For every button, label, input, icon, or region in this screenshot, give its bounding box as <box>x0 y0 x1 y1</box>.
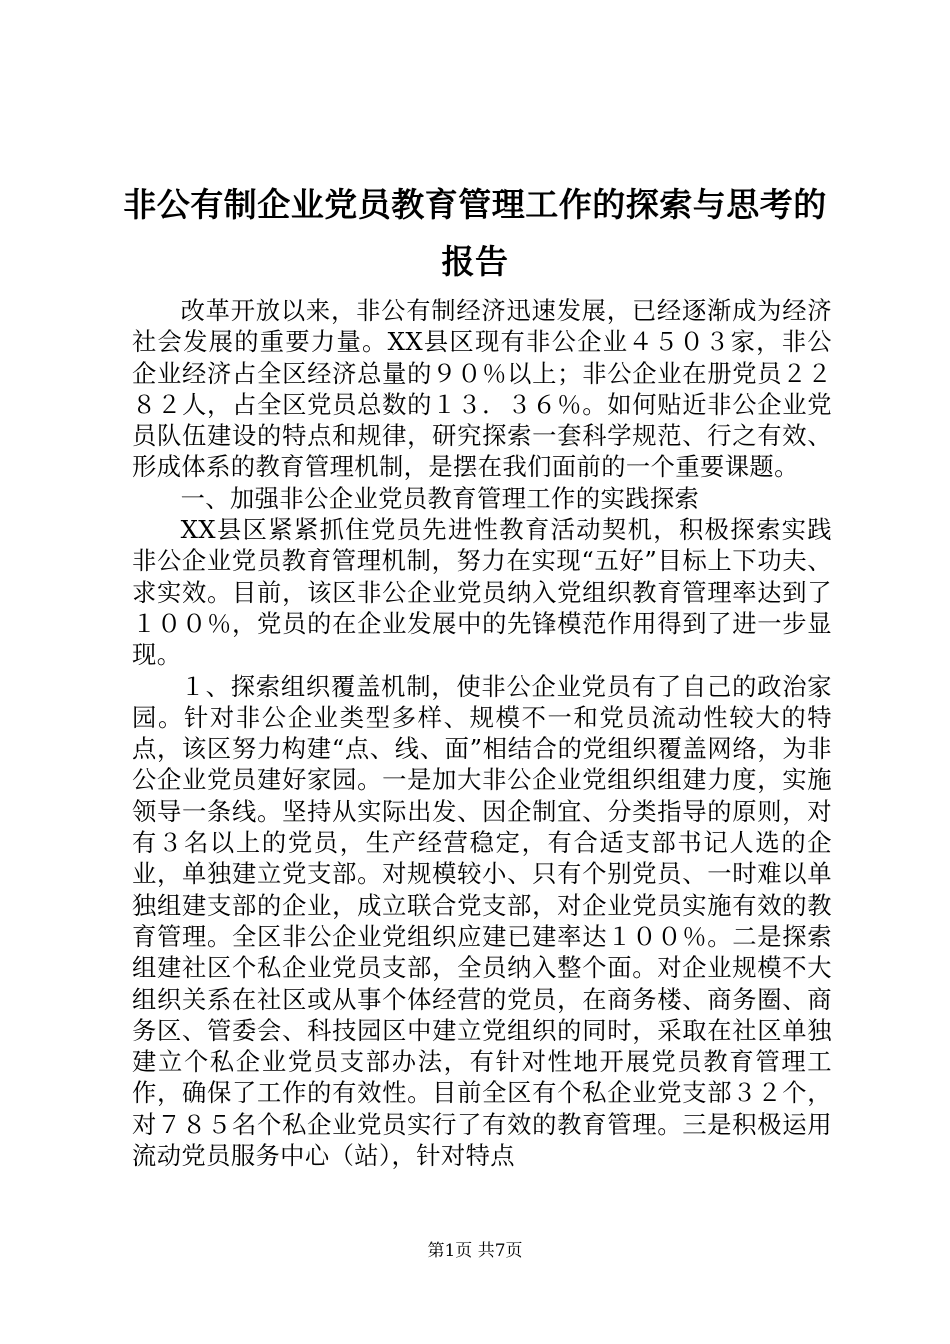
section-heading-1: 一、加强非公企业党员教育管理工作的实践探索 <box>180 483 700 513</box>
document-title: 非公有制企业党员教育管理工作的探索与思考的报告 <box>123 185 827 281</box>
page-footer: 第1页 共7页 <box>427 1241 523 1261</box>
document-body <box>132 295 832 1171</box>
paragraph-intro: 改革开放以来，非公有制经济迅速发展，已经逐渐成为经济社会发展的重要力量。XX县区现有非公企业４５０３家，非公企业经济占全区经济总量的９０％以上；非公企业在册党员２２８２人，占全区党员总数的１３．３６％。如何贴近非公企业党员队伍建设的特点和规律，研究探索一套科学规范、行之有效、形成体系的教育管理机制，是摆在我们面前的一个重要课题。 <box>132 296 832 482</box>
paragraph-section-1: XX县区紧紧抓住党员先进性教育活动契机，积极探索实践非公企业党员教育管理机制，努力在实现“五好”目标上下功夫、求实效。目前，该区非公企业党员纳入党组织教育管理率达到了１００％，党员的在企业发展中的先锋模范作用得到了进一步显现。 <box>132 515 832 670</box>
paragraph-item-1: １、探索组织覆盖机制，使非公企业党员有了自己的政治家园。针对非公企业类型多样、规模不一和党员流动性较大的特点，该区努力构建“点、线、面”相结合的党组织覆盖网络，为非公企业党员建好家园。一是加大非公企业党组织组建力度，实施领导一条线。坚持从实际出发、因企制宜、分类指导的原则，对有３名以上的党员，生产经营稳定，有合适支部书记人选的企业，单独建立党支部。对规模较小、只有个别党员、一时难以单独组建支部的企业，成立联合党支部，对企业党员实施有效的教育管理。全区非公企业党组织应建已建率达１００％。二是探索组建社区个私企业党员支部，全员纳入整个面。对企业规模不大组织关系在社区或从事个体经营的党员，在商务楼、商务圈、商务区、管委会、科技园区中建立党组织的同时，采取在社区单独建立个私企业党员支部办法，有针对性地开展党员教育管理工作，确保了工作的有效性。目前全区有个私企业党支部３２个，对７８５名个私企业党员实行了有效的教育管理。三是积极运用流动党员服务中心（站），针对特点 <box>132 671 832 1171</box>
